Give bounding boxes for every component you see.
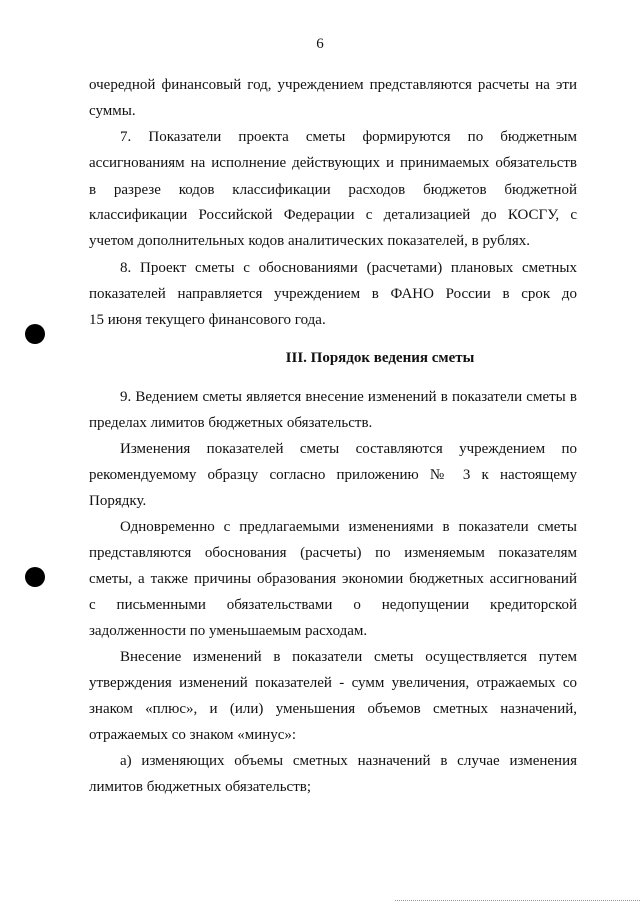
text-line: Одновременно с предлагаемыми изменениями в показатели сметы bbox=[120, 519, 577, 535]
punch-hole bbox=[25, 324, 45, 344]
text-line: классификации Российской Федерации с детализацией до КОСГУ, с bbox=[89, 207, 577, 223]
text-line: учетом дополнительных кодов аналитических показателей, в рублях. bbox=[89, 233, 530, 249]
page-edge bbox=[395, 900, 640, 901]
section-heading: III. Порядок ведения сметы bbox=[285, 350, 475, 366]
text-line: 8. Проект сметы с обоснованиями (расчетами) плановых сметных bbox=[120, 260, 577, 276]
text-line: очередной финансовый год, учреждением представляются расчеты на эти bbox=[89, 77, 577, 93]
text-line: пределах лимитов бюджетных обязательств. bbox=[89, 415, 373, 431]
text-line: Изменения показателей сметы составляются учреждением по bbox=[120, 441, 577, 457]
text-line: ассигнованиям на исполнение действующих и принимаемых обязательств bbox=[89, 155, 577, 171]
text-line: 15 июня текущего финансового года. bbox=[89, 312, 326, 328]
punch-hole bbox=[25, 567, 45, 587]
page-number: 6 bbox=[316, 36, 324, 52]
text-line: рекомендуемому образцу согласно приложению № 3 к настоящему bbox=[89, 467, 577, 483]
text-line: показателей направляется учреждением в ФАНО России в срок до bbox=[89, 286, 577, 302]
text-line: суммы. bbox=[89, 103, 136, 119]
text-line: 9. Ведением сметы является внесение изменений в показатели сметы в bbox=[120, 389, 577, 405]
text-line: задолженности по уменьшаемым расходам. bbox=[89, 623, 368, 639]
text-line: представляются обоснования (расчеты) по изменяемым показателям bbox=[89, 545, 577, 561]
text-line: Внесение изменений в показатели сметы осуществляется путем bbox=[120, 649, 577, 665]
text-line: 7. Показатели проекта сметы формируются по бюджетным bbox=[120, 129, 577, 145]
text-line: лимитов бюджетных обязательств; bbox=[89, 779, 312, 795]
text-line: сметы, а также причины образования экономии бюджетных ассигнований bbox=[89, 571, 577, 587]
text-line: с письменными обязательствами о недопущении кредиторской bbox=[89, 597, 577, 613]
text-line: знаком «плюс», и (или) уменьшения объемов сметных назначений, bbox=[89, 701, 577, 717]
text-line: Порядку. bbox=[89, 493, 147, 509]
text-line: отражаемых со знаком «минус»: bbox=[89, 727, 297, 743]
text-line: утверждения изменений показателей - сумм увеличения, отражаемых со bbox=[89, 675, 577, 691]
text-line: а) изменяющих объемы сметных назначений в случае изменения bbox=[120, 753, 577, 769]
text-line: в разрезе кодов классификации расходов бюджетов бюджетной bbox=[89, 182, 577, 198]
